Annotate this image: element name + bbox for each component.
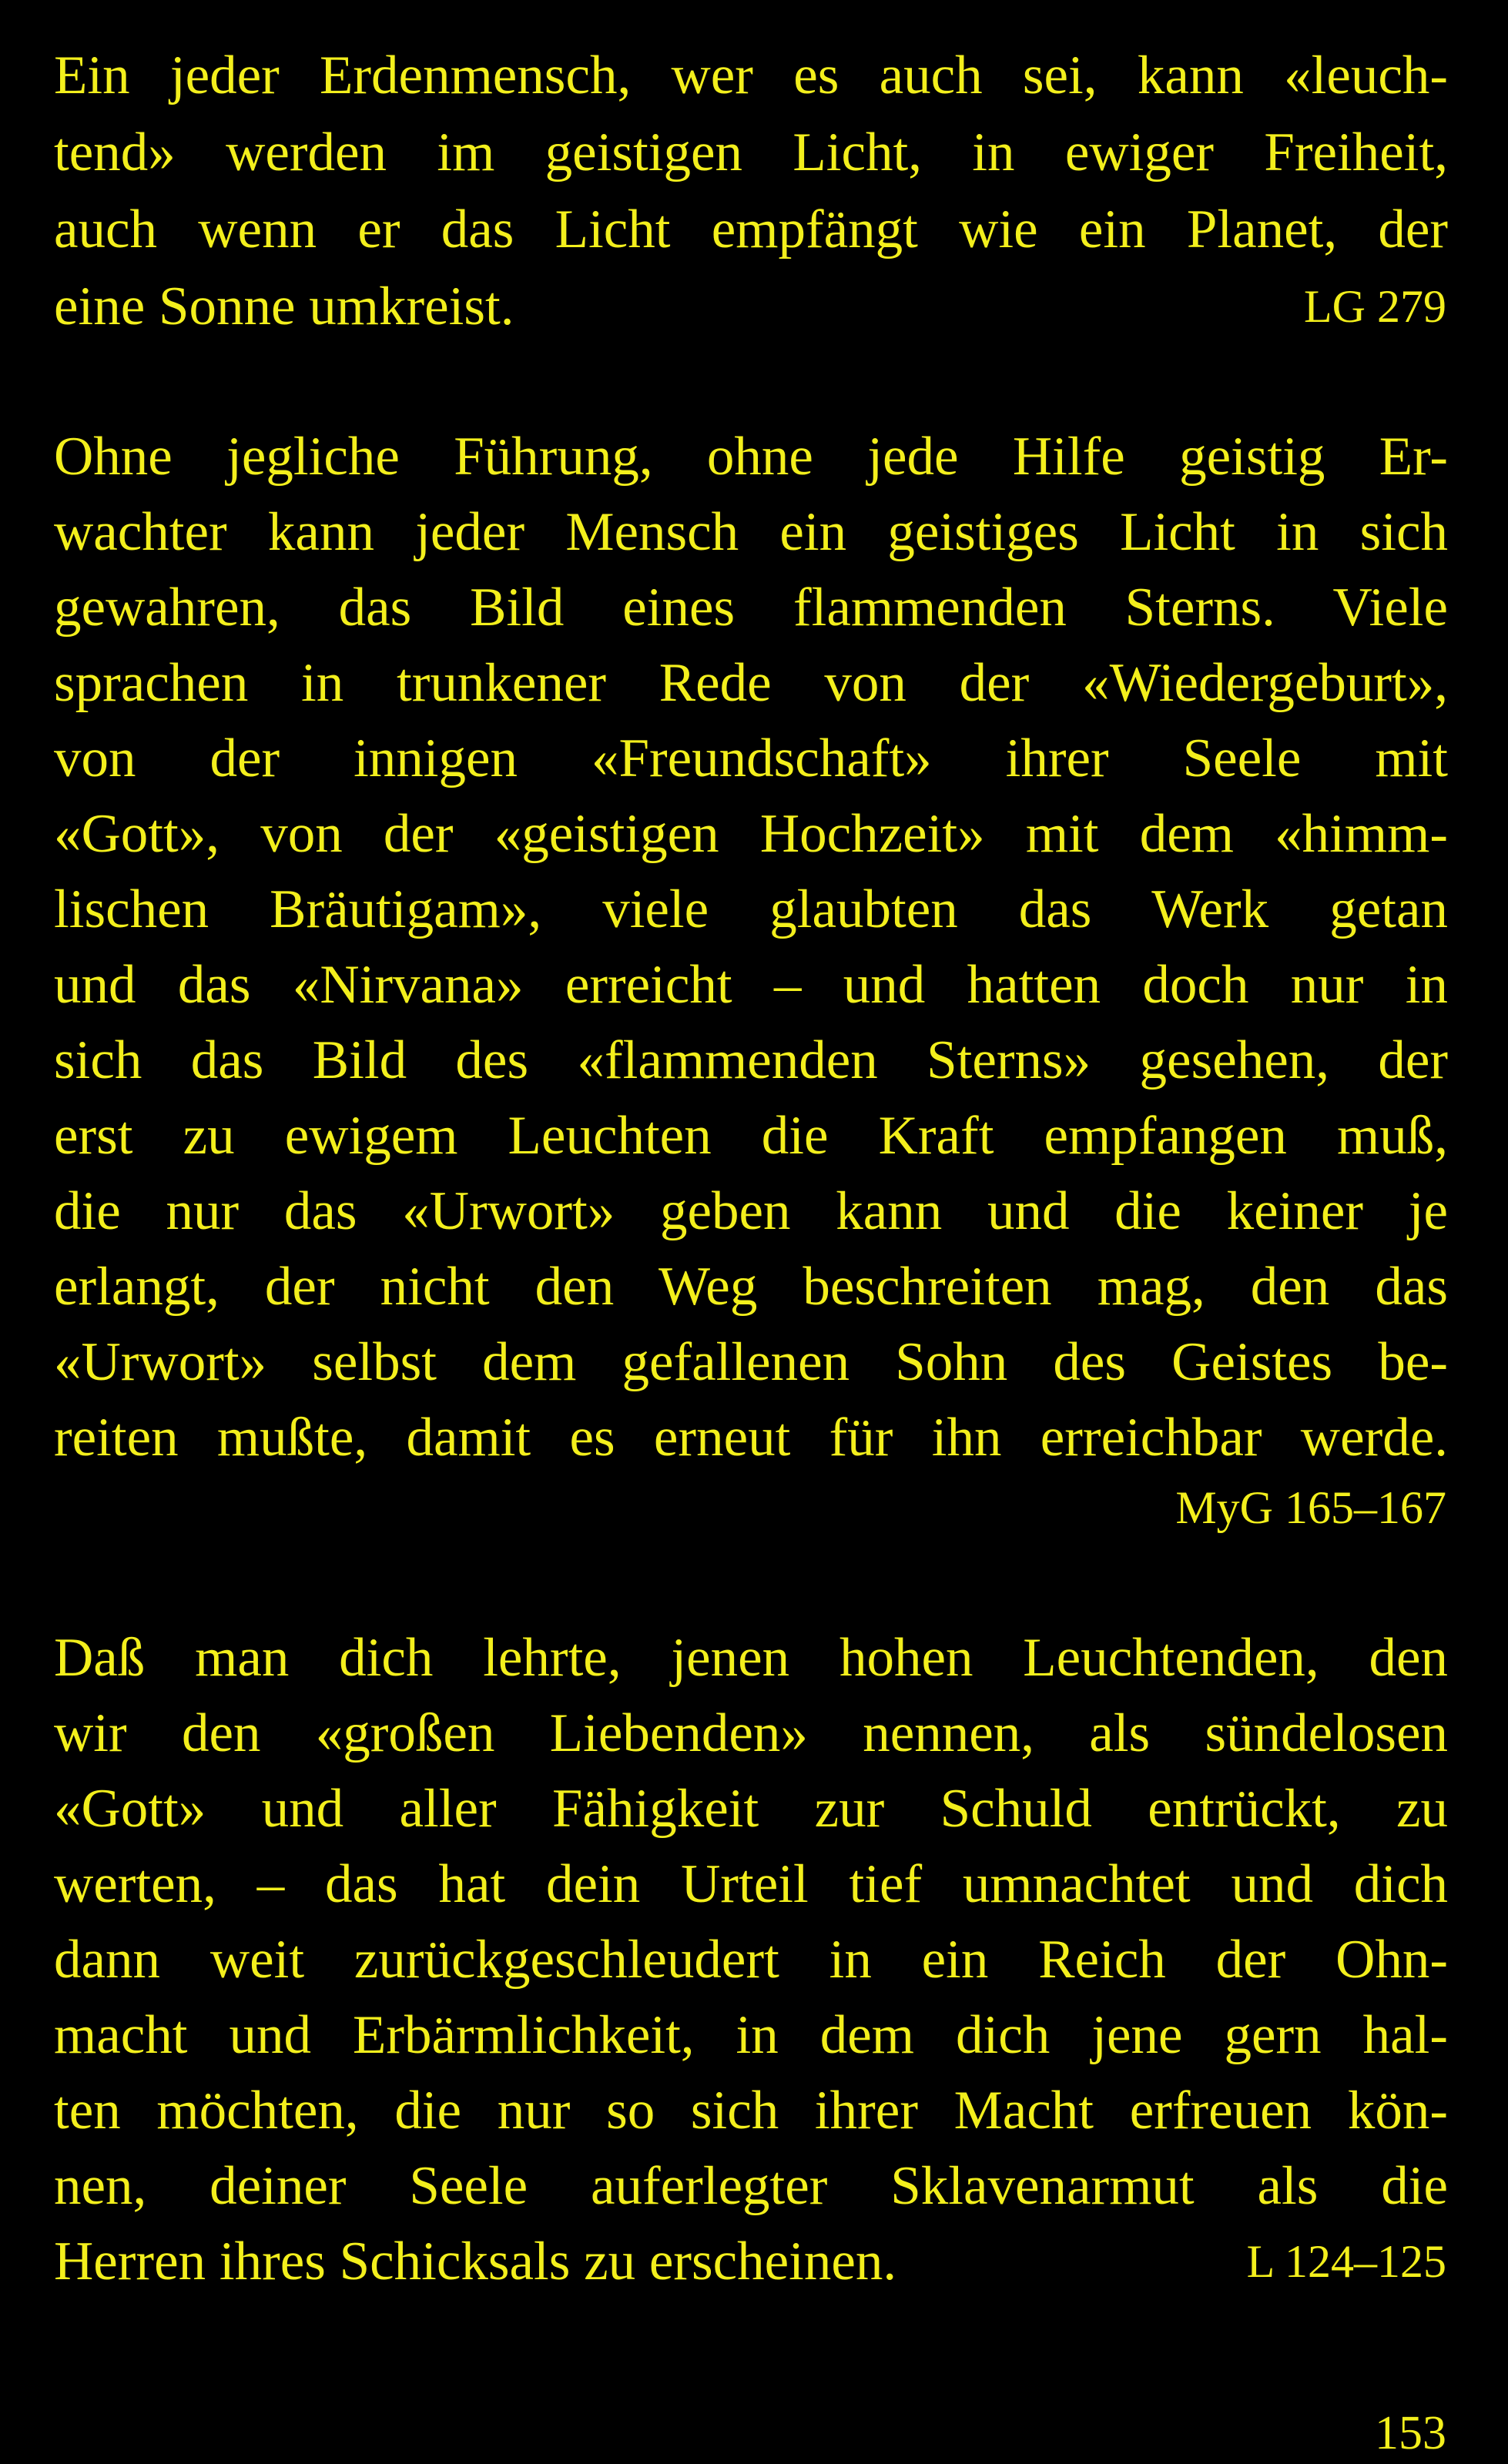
- source-reference: LG 279: [1304, 281, 1446, 332]
- text-line: «Gott» und aller Fähigkeit zur Schuld entrückt, zu: [54, 1779, 1448, 1839]
- text-line: tend» werden im geistigen Licht, in ewiger Freiheit,: [54, 122, 1448, 182]
- text-line: wachter kann jeder Mensch ein geistiges Licht in sich: [54, 502, 1448, 562]
- page-number: 153: [1375, 2407, 1446, 2459]
- text-line: «Gott», von der «geistigen Hochzeit» mit dem «himm-: [54, 804, 1448, 864]
- text-line: sprachen in trunkener Rede von der «Wiedergeburt»,: [54, 653, 1448, 713]
- source-reference: L 124–125: [1246, 2236, 1446, 2287]
- text-line: erlangt, der nicht den Weg beschreiten mag, den das: [54, 1257, 1448, 1317]
- source-reference: MyG 165–167: [1175, 1482, 1446, 1533]
- text-line: reiten mußte, damit es erneut für ihn erreichbar werde.: [54, 1408, 1448, 1468]
- text-line: die nur das «Urwort» geben kann und die keiner je: [54, 1181, 1448, 1241]
- text-line: erst zu ewigem Leuchten die Kraft empfangen muß,: [54, 1106, 1448, 1166]
- text-line: Herren ihres Schicksals zu erscheinen.: [54, 2231, 897, 2292]
- text-line: ten möchten, die nur so sich ihrer Macht erfreuen kön-: [54, 2081, 1448, 2141]
- text-line: und das «Nirvana» erreicht – und hatten doch nur in: [54, 955, 1448, 1015]
- text-line: sich das Bild des «flammenden Sterns» gesehen, der: [54, 1030, 1448, 1090]
- text-line: nen, deiner Seele auferlegter Sklavenarmut als die: [54, 2156, 1448, 2216]
- text-line: Ein jeder Erdenmensch, wer es auch sei, kann «leuch-: [54, 45, 1448, 105]
- text-line: wir den «großen Liebenden» nennen, als sündelosen: [54, 1703, 1448, 1763]
- text-line: dann weit zurückgeschleudert in ein Reich der Ohn-: [54, 1930, 1448, 1990]
- text-line: von der innigen «Freundschaft» ihrer Seele mit: [54, 728, 1448, 788]
- text-line: «Urwort» selbst dem gefallenen Sohn des Geistes be-: [54, 1332, 1448, 1392]
- text-line: auch wenn er das Licht empfängt wie ein Planet, der: [54, 199, 1448, 259]
- text-line: eine Sonne umkreist.: [54, 276, 514, 336]
- text-line: Ohne jegliche Führung, ohne jede Hilfe geistig Er-: [54, 427, 1448, 487]
- text-line: gewahren, das Bild eines flammenden Sterns. Viele: [54, 578, 1448, 638]
- text-line: lischen Bräutigam», viele glaubten das Werk getan: [54, 879, 1448, 939]
- text-line: werten, – das hat dein Urteil tief umnachtet und dich: [54, 1854, 1448, 1914]
- text-line: macht und Erbärmlichkeit, in dem dich jene gern hal-: [54, 2005, 1448, 2065]
- text-line: Daß man dich lehrte, jenen hohen Leuchtenden, den: [54, 1628, 1448, 1688]
